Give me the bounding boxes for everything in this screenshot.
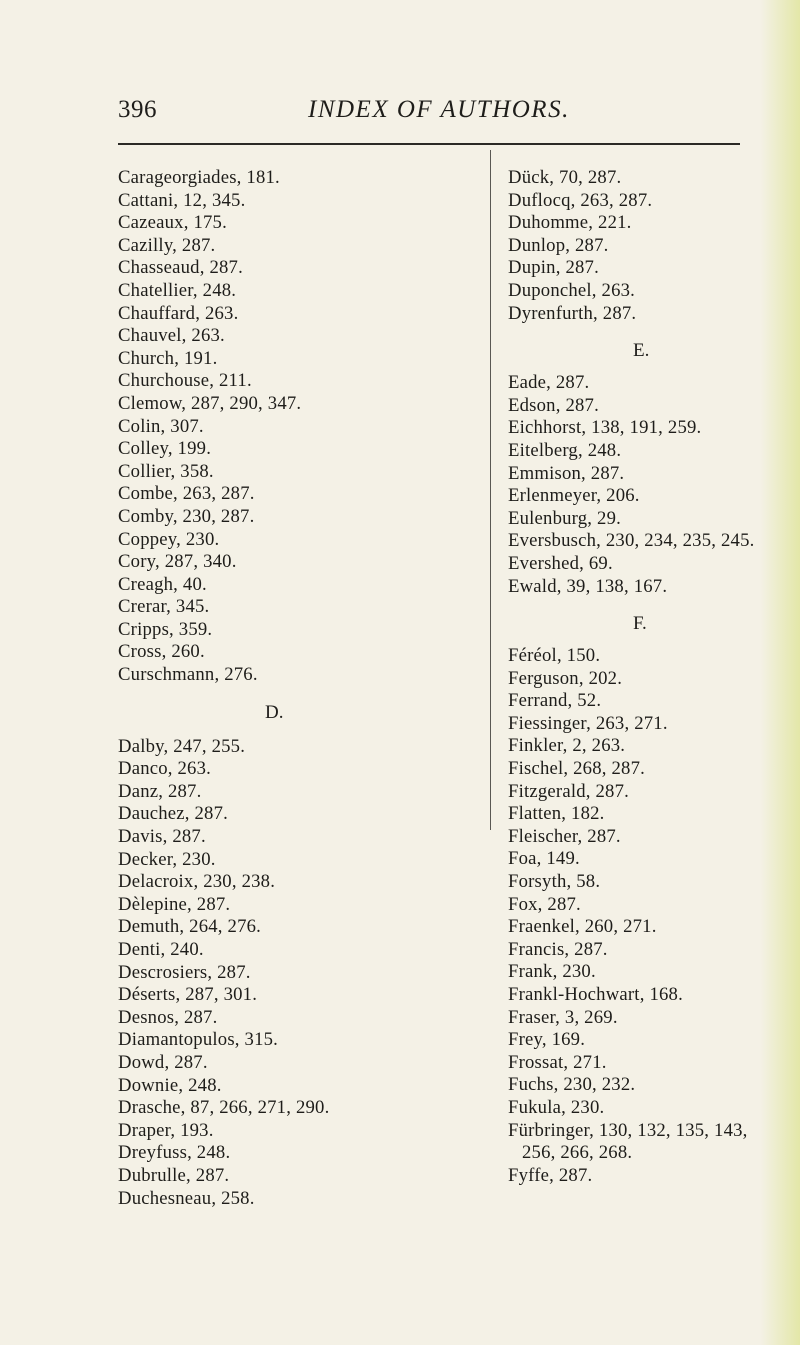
column-divider bbox=[490, 150, 491, 830]
index-entry: Churchouse, 211. bbox=[118, 370, 252, 392]
index-entry: Drasche, 87, 266, 271, 290. bbox=[118, 1097, 330, 1119]
index-entry: Draper, 193. bbox=[118, 1119, 214, 1141]
index-entry: Cory, 287, 340. bbox=[118, 551, 237, 573]
index-entry: Flatten, 182. bbox=[508, 803, 605, 825]
index-entry: Clemow, 287, 290, 347. bbox=[118, 392, 302, 414]
index-entry: Fleischer, 287. bbox=[508, 825, 621, 847]
index-entry: Delacroix, 230, 238. bbox=[118, 871, 276, 893]
index-entry: Colley, 199. bbox=[118, 438, 212, 460]
index-entry: Carageorgiades, 181. bbox=[118, 167, 280, 188]
index-entry: Fischel, 268, 287. bbox=[508, 758, 646, 780]
index-entry: Frossat, 271. bbox=[508, 1051, 607, 1073]
index-entry: Collier, 358. bbox=[118, 460, 214, 482]
index-entry: Downie, 248. bbox=[118, 1074, 222, 1096]
index-entry: Fyffe, 287. bbox=[508, 1164, 593, 1186]
index-entry: Eulenburg, 29. bbox=[508, 507, 622, 529]
index-entry: Descrosiers, 287. bbox=[118, 961, 251, 983]
index-entry: Duponchel, 263. bbox=[508, 279, 636, 301]
index-entry: Cazeaux, 175. bbox=[118, 212, 227, 234]
index-entry: Forsyth, 58. bbox=[508, 871, 601, 893]
index-entry: Demuth, 264, 276. bbox=[118, 916, 262, 938]
index-entry: Dyrenfurth, 287. bbox=[508, 302, 637, 324]
index-entry: Ewald, 39, 138, 167. bbox=[508, 575, 668, 597]
index-entry: Duchesneau, 258. bbox=[118, 1187, 255, 1209]
index-entry: Dauchez, 287. bbox=[118, 803, 229, 825]
index-entry: Dück, 70, 287. bbox=[508, 167, 622, 188]
index-entry: Fuchs, 230, 232. bbox=[508, 1074, 636, 1096]
index-entry: Emmison, 287. bbox=[508, 462, 625, 484]
index-entry: Cripps, 359. bbox=[118, 618, 213, 640]
index-entry: Duflocq, 263, 287. bbox=[508, 189, 653, 211]
index-entry: Diamantopulos, 315. bbox=[118, 1029, 279, 1051]
index-entry: Déserts, 287, 301. bbox=[118, 984, 258, 1006]
index-entry: Erlenmeyer, 206. bbox=[508, 485, 640, 507]
index-entry: Fiessinger, 263, 271. bbox=[508, 712, 668, 734]
index-entry: Chauvel, 263. bbox=[118, 325, 225, 347]
index-entry: Fraenkel, 260, 271. bbox=[508, 916, 657, 938]
index-entry: Eversbusch, 230, 234, 235, 245. bbox=[508, 530, 755, 552]
index-entry: Creagh, 40. bbox=[118, 573, 207, 595]
index-entry: Combe, 263, 287. bbox=[118, 483, 255, 505]
running-head bbox=[118, 96, 758, 126]
index-entry: Davis, 287. bbox=[118, 826, 206, 848]
index-entry: Colin, 307. bbox=[118, 415, 204, 437]
index-entry: Cross, 260. bbox=[118, 641, 205, 663]
index-entry: Dupin, 287. bbox=[508, 257, 599, 279]
entry-list-d-cont bbox=[508, 167, 788, 325]
index-entry: Curschmann, 276. bbox=[118, 664, 258, 686]
index-entry: Cazilly, 287. bbox=[118, 234, 216, 256]
letter-heading-f: F. bbox=[633, 613, 647, 635]
index-entry: Fitzgerald, 287. bbox=[508, 780, 630, 802]
index-entry: Ferrand, 52. bbox=[508, 690, 602, 712]
index-entry: Dèlepine, 287. bbox=[118, 893, 231, 915]
index-entry: Denti, 240. bbox=[118, 939, 204, 960]
header-rule bbox=[118, 143, 740, 145]
page-number: 396 bbox=[118, 96, 157, 123]
index-entry: Coppey, 230. bbox=[118, 528, 220, 550]
index-entry: Eitelberg, 248. bbox=[508, 439, 622, 461]
index-entry: Dubrulle, 287. bbox=[118, 1164, 230, 1186]
index-entry: Dreyfuss, 248. bbox=[118, 1142, 231, 1164]
letter-heading-d: D. bbox=[265, 701, 284, 723]
index-entry: Frankl-Hochwart, 168. bbox=[508, 984, 683, 1005]
left-column bbox=[118, 167, 478, 1210]
index-entry: Danco, 263. bbox=[118, 758, 212, 780]
index-entry: Dalby, 247, 255. bbox=[118, 735, 246, 757]
index-entry: Finkler, 2, 263. bbox=[508, 735, 626, 757]
index-entry: Chasseaud, 287. bbox=[118, 257, 243, 279]
index-entry: Comby, 230, 287. bbox=[118, 505, 255, 527]
index-entry: 256, 266, 268. bbox=[522, 1142, 633, 1164]
index-entry: Desnos, 287. bbox=[118, 1006, 218, 1028]
index-entry: Dunlop, 287. bbox=[508, 234, 609, 256]
index-entry: Fox, 287. bbox=[508, 893, 581, 915]
index-entry: Fukula, 230. bbox=[508, 1096, 605, 1118]
index-entry: Francis, 287. bbox=[508, 938, 608, 960]
index-entry: Fürbringer, 130, 132, 135, 143, bbox=[508, 1119, 748, 1141]
index-entry: Frey, 169. bbox=[508, 1029, 586, 1051]
index-entry: Foa, 149. bbox=[508, 848, 580, 870]
letter-heading-e: E. bbox=[633, 340, 650, 362]
index-entry: Evershed, 69. bbox=[508, 552, 613, 574]
entry-list-c bbox=[118, 167, 478, 687]
index-entry: Chatellier, 248. bbox=[118, 279, 237, 301]
index-entry: Church, 191. bbox=[118, 347, 218, 369]
index-entry: Ferguson, 202. bbox=[508, 667, 623, 689]
index-entry: Chauffard, 263. bbox=[118, 302, 239, 324]
index-entry: Edson, 287. bbox=[508, 394, 599, 416]
index-entry: Duhomme, 221. bbox=[508, 212, 632, 234]
index-entry: Eichhorst, 138, 191, 259. bbox=[508, 417, 702, 439]
entry-list-e bbox=[508, 372, 788, 598]
entry-list-d bbox=[118, 736, 478, 1210]
entry-list-f bbox=[508, 645, 788, 1187]
index-entry: Frank, 230. bbox=[508, 961, 596, 983]
index-entry: Crerar, 345. bbox=[118, 596, 210, 618]
index-entry: Danz, 287. bbox=[118, 780, 202, 802]
index-entry: Cattani, 12, 345. bbox=[118, 189, 246, 211]
right-column bbox=[508, 167, 788, 1187]
index-entry: Decker, 230. bbox=[118, 848, 216, 870]
index-entry: Féréol, 150. bbox=[508, 645, 601, 667]
index-entry: Eade, 287. bbox=[508, 372, 590, 394]
index-entry: Dowd, 287. bbox=[118, 1051, 208, 1073]
index-entry: Fraser, 3, 269. bbox=[508, 1006, 618, 1028]
page-title: INDEX OF AUTHORS. bbox=[308, 96, 570, 123]
